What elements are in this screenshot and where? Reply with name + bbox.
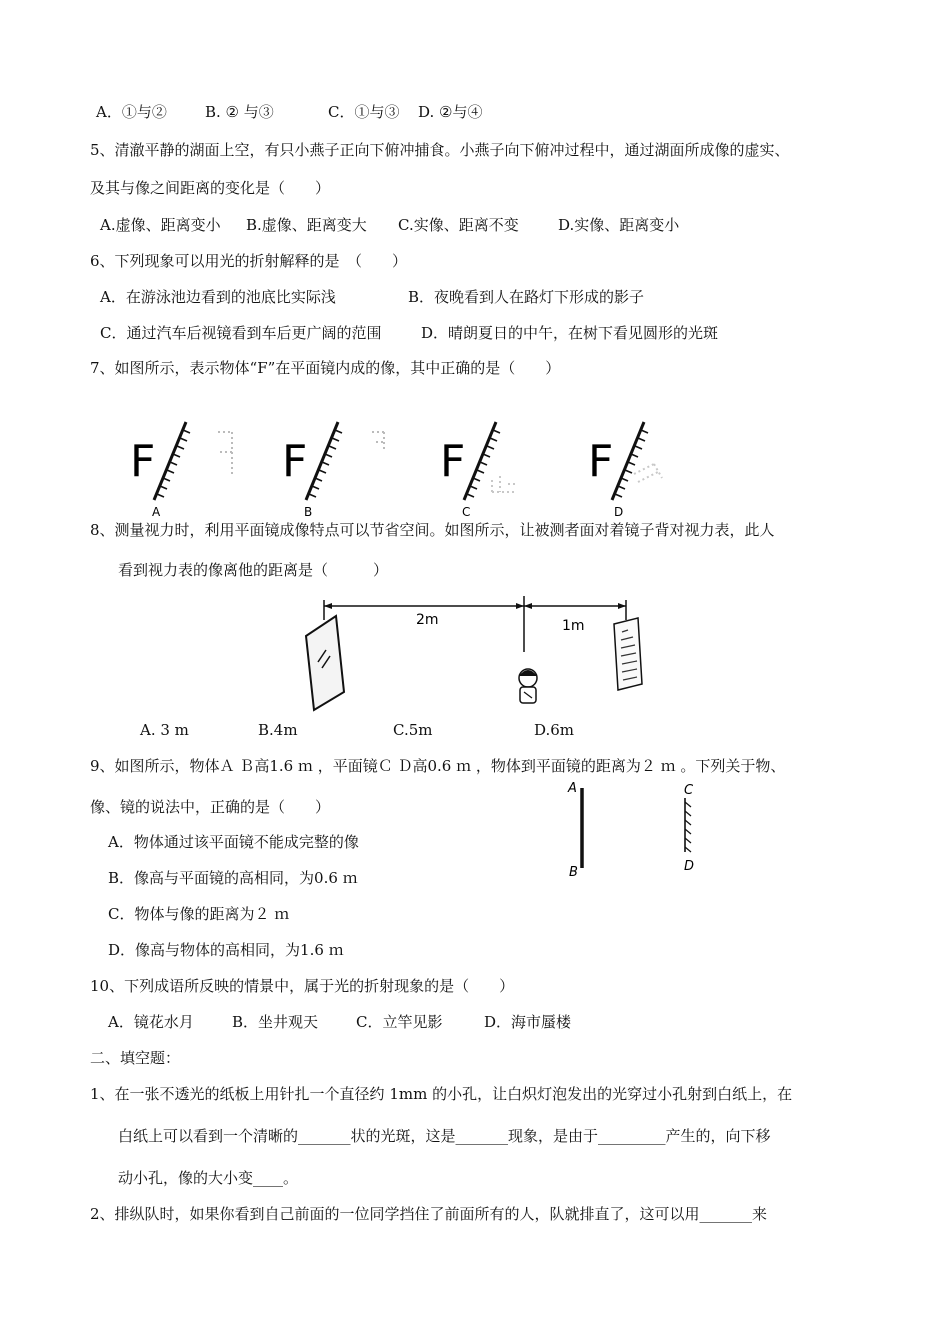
q8-option-d: D.6m [534, 721, 575, 739]
section-fill-in-heading: 二、填空题： [90, 1049, 181, 1067]
q7-figure-a [130, 422, 232, 519]
q7-label-d: D [614, 505, 624, 519]
q9-object-mirror-figure [560, 774, 710, 884]
q4-option-c: C．①与③ [328, 103, 400, 121]
q7-object-f-a: F [130, 436, 156, 487]
q9-option-b: B．像高与平面镜的高相同，为0.6 ｍ [108, 869, 358, 887]
q6-stem: 6、下列现象可以用光的折射解释的是 （ ） [90, 252, 408, 270]
q8-eye-chart-icon [614, 618, 642, 690]
q8-distance-2m: 2m [416, 612, 439, 628]
q10-option-d: D．海市蜃楼 [484, 1013, 572, 1031]
q9-mirror-cd [684, 783, 694, 874]
q9-stem-line2: 像、镜的说法中，正确的是（ ） [90, 798, 331, 816]
q10-stem: 10、下列成语所反映的情景中，属于光的折射现象的是（ ） [90, 977, 515, 995]
q5-option-a: A.虚像、距离变小 [100, 216, 221, 234]
q7-object-f-d: F [588, 436, 614, 487]
q7-object-f-b: F [282, 436, 308, 487]
q7-mirror-figure [120, 400, 680, 520]
q7-object-f-c: F [440, 436, 466, 487]
q5-option-b: B.虚像、距离变大 [246, 216, 367, 234]
q9-label-b: B [569, 865, 578, 880]
q6-option-a: A．在游泳池边看到的池底比实际浅 [100, 288, 336, 306]
q9-option-d: D．像高与物体的高相同，为1.6 ｍ [108, 941, 344, 959]
q8-mirror [306, 616, 344, 710]
fill1-line3: 动小孔，像的大小变____。 [118, 1169, 299, 1187]
q8-option-c: C.5m [393, 721, 433, 739]
q7-figure-d [588, 422, 662, 519]
q9-label-c: C [684, 783, 694, 798]
q10-option-b: B．坐井观天 [232, 1013, 319, 1031]
q8-option-b: B.4m [258, 721, 298, 739]
q4-option-b: B. ② 与③ [205, 103, 274, 121]
q9-option-a: A．物体通过该平面镜不能成完整的像 [108, 833, 359, 851]
q6-option-d: D．晴朗夏日的中午，在树下看见圆形的光斑 [421, 324, 719, 342]
fill2-line1: 2、排纵队时，如果你看到自己前面的一位同学挡住了前面所有的人，队就排直了，这可以用_______来 [90, 1205, 768, 1223]
q7-stem: 7、如图所示，表示物体“F”在平面镜内成的像，其中正确的是（ ） [90, 359, 561, 377]
q8-eye-test-figure [296, 592, 646, 718]
q5-stem-line2: 及其与像之间距离的变化是（ ） [90, 179, 331, 197]
q7-label-a: A [152, 505, 161, 519]
q10-option-c: C．立竿见影 [356, 1013, 443, 1031]
q7-figure-b [282, 422, 384, 519]
fill1-line1: 1、在一张不透光的纸板上用针扎一个直径约 1mm 的小孔，让白炽灯泡发出的光穿过小孔射到白纸上，在 [90, 1085, 793, 1103]
q7-label-c: C [462, 505, 471, 519]
q10-option-a: A．镜花水月 [108, 1013, 194, 1031]
q7-label-b: B [304, 505, 313, 519]
q5-option-d: D.实像、距离变小 [558, 216, 680, 234]
q9-stem-line1: 9、如图所示，物体Ａ Ｂ高1.6 ｍ ，平面镜Ｃ Ｄ高0.6 ｍ ，物体到平面镜的距离为２ ｍ 。下列关于物、 [90, 757, 786, 775]
q9-object-ab [567, 781, 582, 880]
q6-option-b: B．夜晚看到人在路灯下形成的影子 [408, 288, 645, 306]
q9-label-a: A [568, 781, 577, 796]
q8-stem-line1: 8、测量视力时，利用平面镜成像特点可以节省空间。如图所示，让被测者面对着镜子背对视力表，此人 [90, 521, 775, 539]
q5-option-c: C.实像、距离不变 [398, 216, 519, 234]
q8-distance-1m: 1m [562, 618, 585, 634]
q4-option-d: D. ②与④ [418, 103, 483, 121]
q8-stem-line2: 看到视力表的像离他的距离是（ ） [118, 561, 389, 579]
q8-person-icon [519, 669, 537, 703]
fill1-line2: 白纸上可以看到一个清晰的_______状的光斑，这是_______现象，是由于_________产生的，向下移 [118, 1127, 771, 1145]
q6-option-c: C．通过汽车后视镜看到车后更广阔的范围 [100, 324, 382, 342]
q4-option-a: A．①与② [96, 103, 167, 121]
q7-figure-c [440, 422, 516, 519]
q5-stem-line1: 5、清澈平静的湖面上空，有只小燕子正向下俯冲捕食。小燕子向下俯冲过程中，通过湖面所成像的虚实、 [90, 141, 790, 159]
q9-option-c: C．物体与像的距离为２ ｍ [108, 905, 290, 923]
q8-option-a: A. 3 m [140, 721, 189, 739]
q9-label-d: D [684, 859, 695, 874]
